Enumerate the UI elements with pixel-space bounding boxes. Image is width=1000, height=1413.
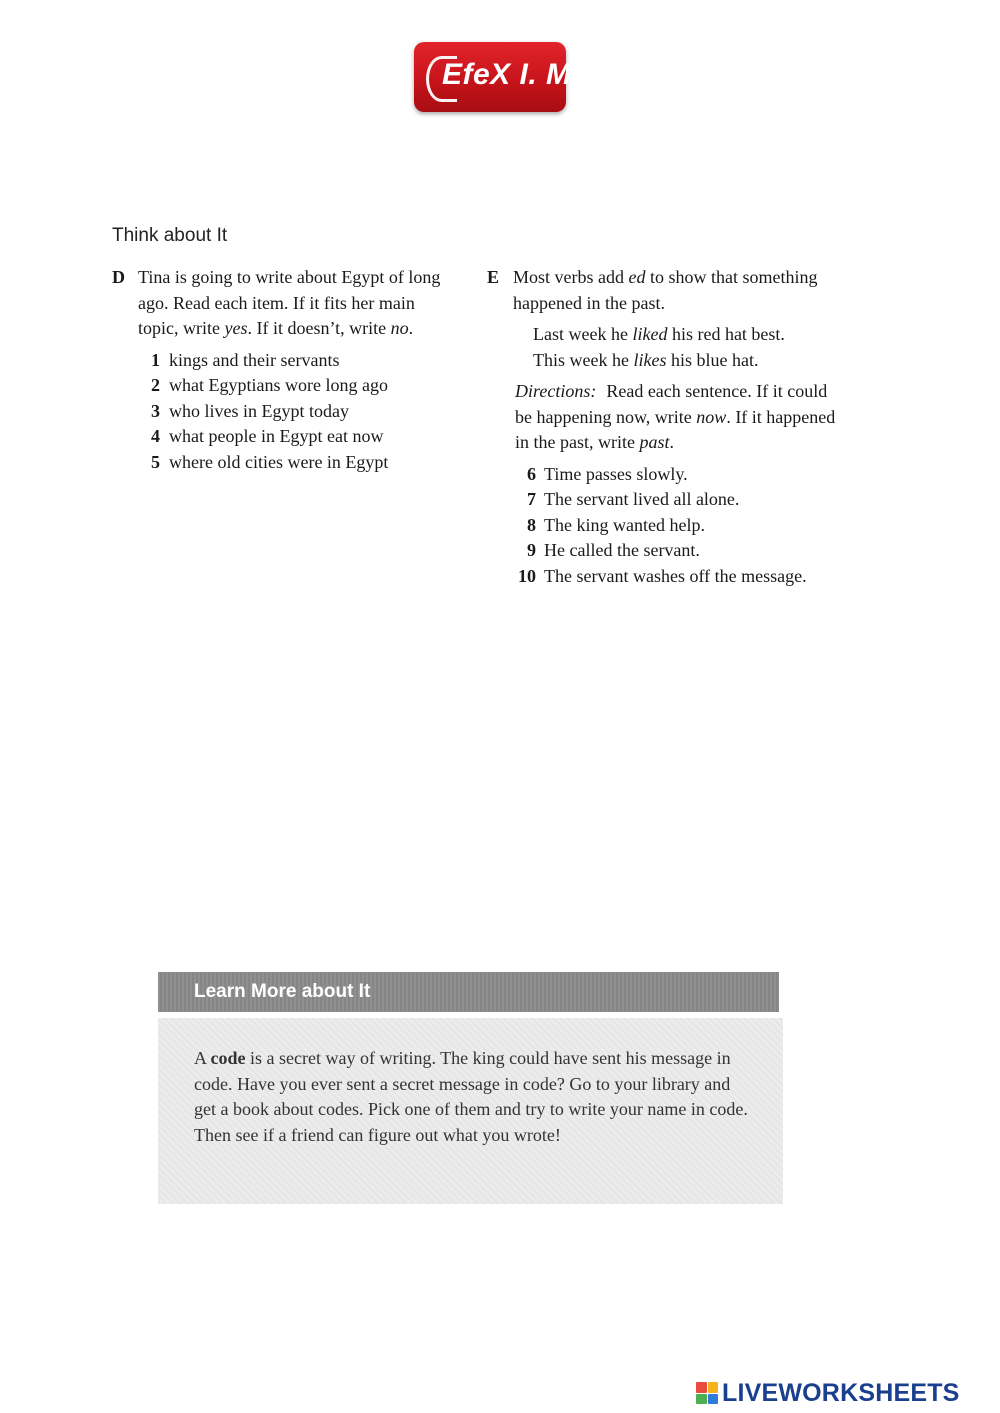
part-e-directions: Directions: Read each sentence. If it could be happening now, write now. If it happened in the past, write past. [515,381,836,452]
liveworksheets-brand [696,1378,960,1408]
example-sentence: Last week he liked his red hat best. [533,324,785,344]
part-e-examples [533,322,847,373]
list-item: 1 kings and their servants [151,349,340,370]
logo-square [708,1394,719,1405]
list-item: 6 Time passes slowly. [527,463,688,484]
list-item: 3 who lives in Egypt today [151,400,349,421]
example-sentence: This week he likes his blue hat. [533,349,759,370]
part-d [112,265,447,475]
part-d-intro: Tina is going to write about Egypt of long ago. Read each item. If it fits her main topic, write yes. If it doesn’t, write no. [138,267,441,338]
logo-text: EfeX I. M. [442,58,581,91]
liveworksheets-logo-icon [696,1382,718,1404]
list-item: 9 He called the servant. [527,540,700,560]
list-item: 7 The servant lived all alone. [527,489,740,509]
logo-square [696,1394,707,1405]
part-e-intro: Most verbs add ed to show that something happened in the past. [513,267,818,313]
list-item: 5 where old cities were in Egypt [151,451,389,472]
part-e-letter: E [487,267,500,287]
list-item: 8 The king wanted help. [527,514,705,535]
logo-square [708,1382,719,1393]
list-item: 4 what people in Egypt eat now [151,426,384,446]
section-title: Think about It [112,225,228,246]
list-item: 2 what Egyptians wore long ago [151,375,388,395]
part-e-list [487,462,847,590]
learn-more-box [158,1018,783,1204]
part-d-letter: D [112,267,125,287]
learn-more-header [158,972,779,1012]
learn-more-title: Learn More about It [194,981,371,1002]
efex-logo [414,42,581,112]
part-e [487,265,847,589]
list-item: 10 The servant washes off the message. [518,565,807,586]
learn-more-text: A code is a secret way of writing. The king could have sent his message in code. Have you ever sent a secret message in code? Go to your library and get a book about codes. Pick one of them and try to write your name in code. Then see if a friend can figure out what you wrote! [194,1048,748,1145]
part-d-list [112,348,447,476]
liveworksheets-text: LIVEWORKSHEETS [722,1378,960,1407]
logo-square [696,1382,707,1393]
